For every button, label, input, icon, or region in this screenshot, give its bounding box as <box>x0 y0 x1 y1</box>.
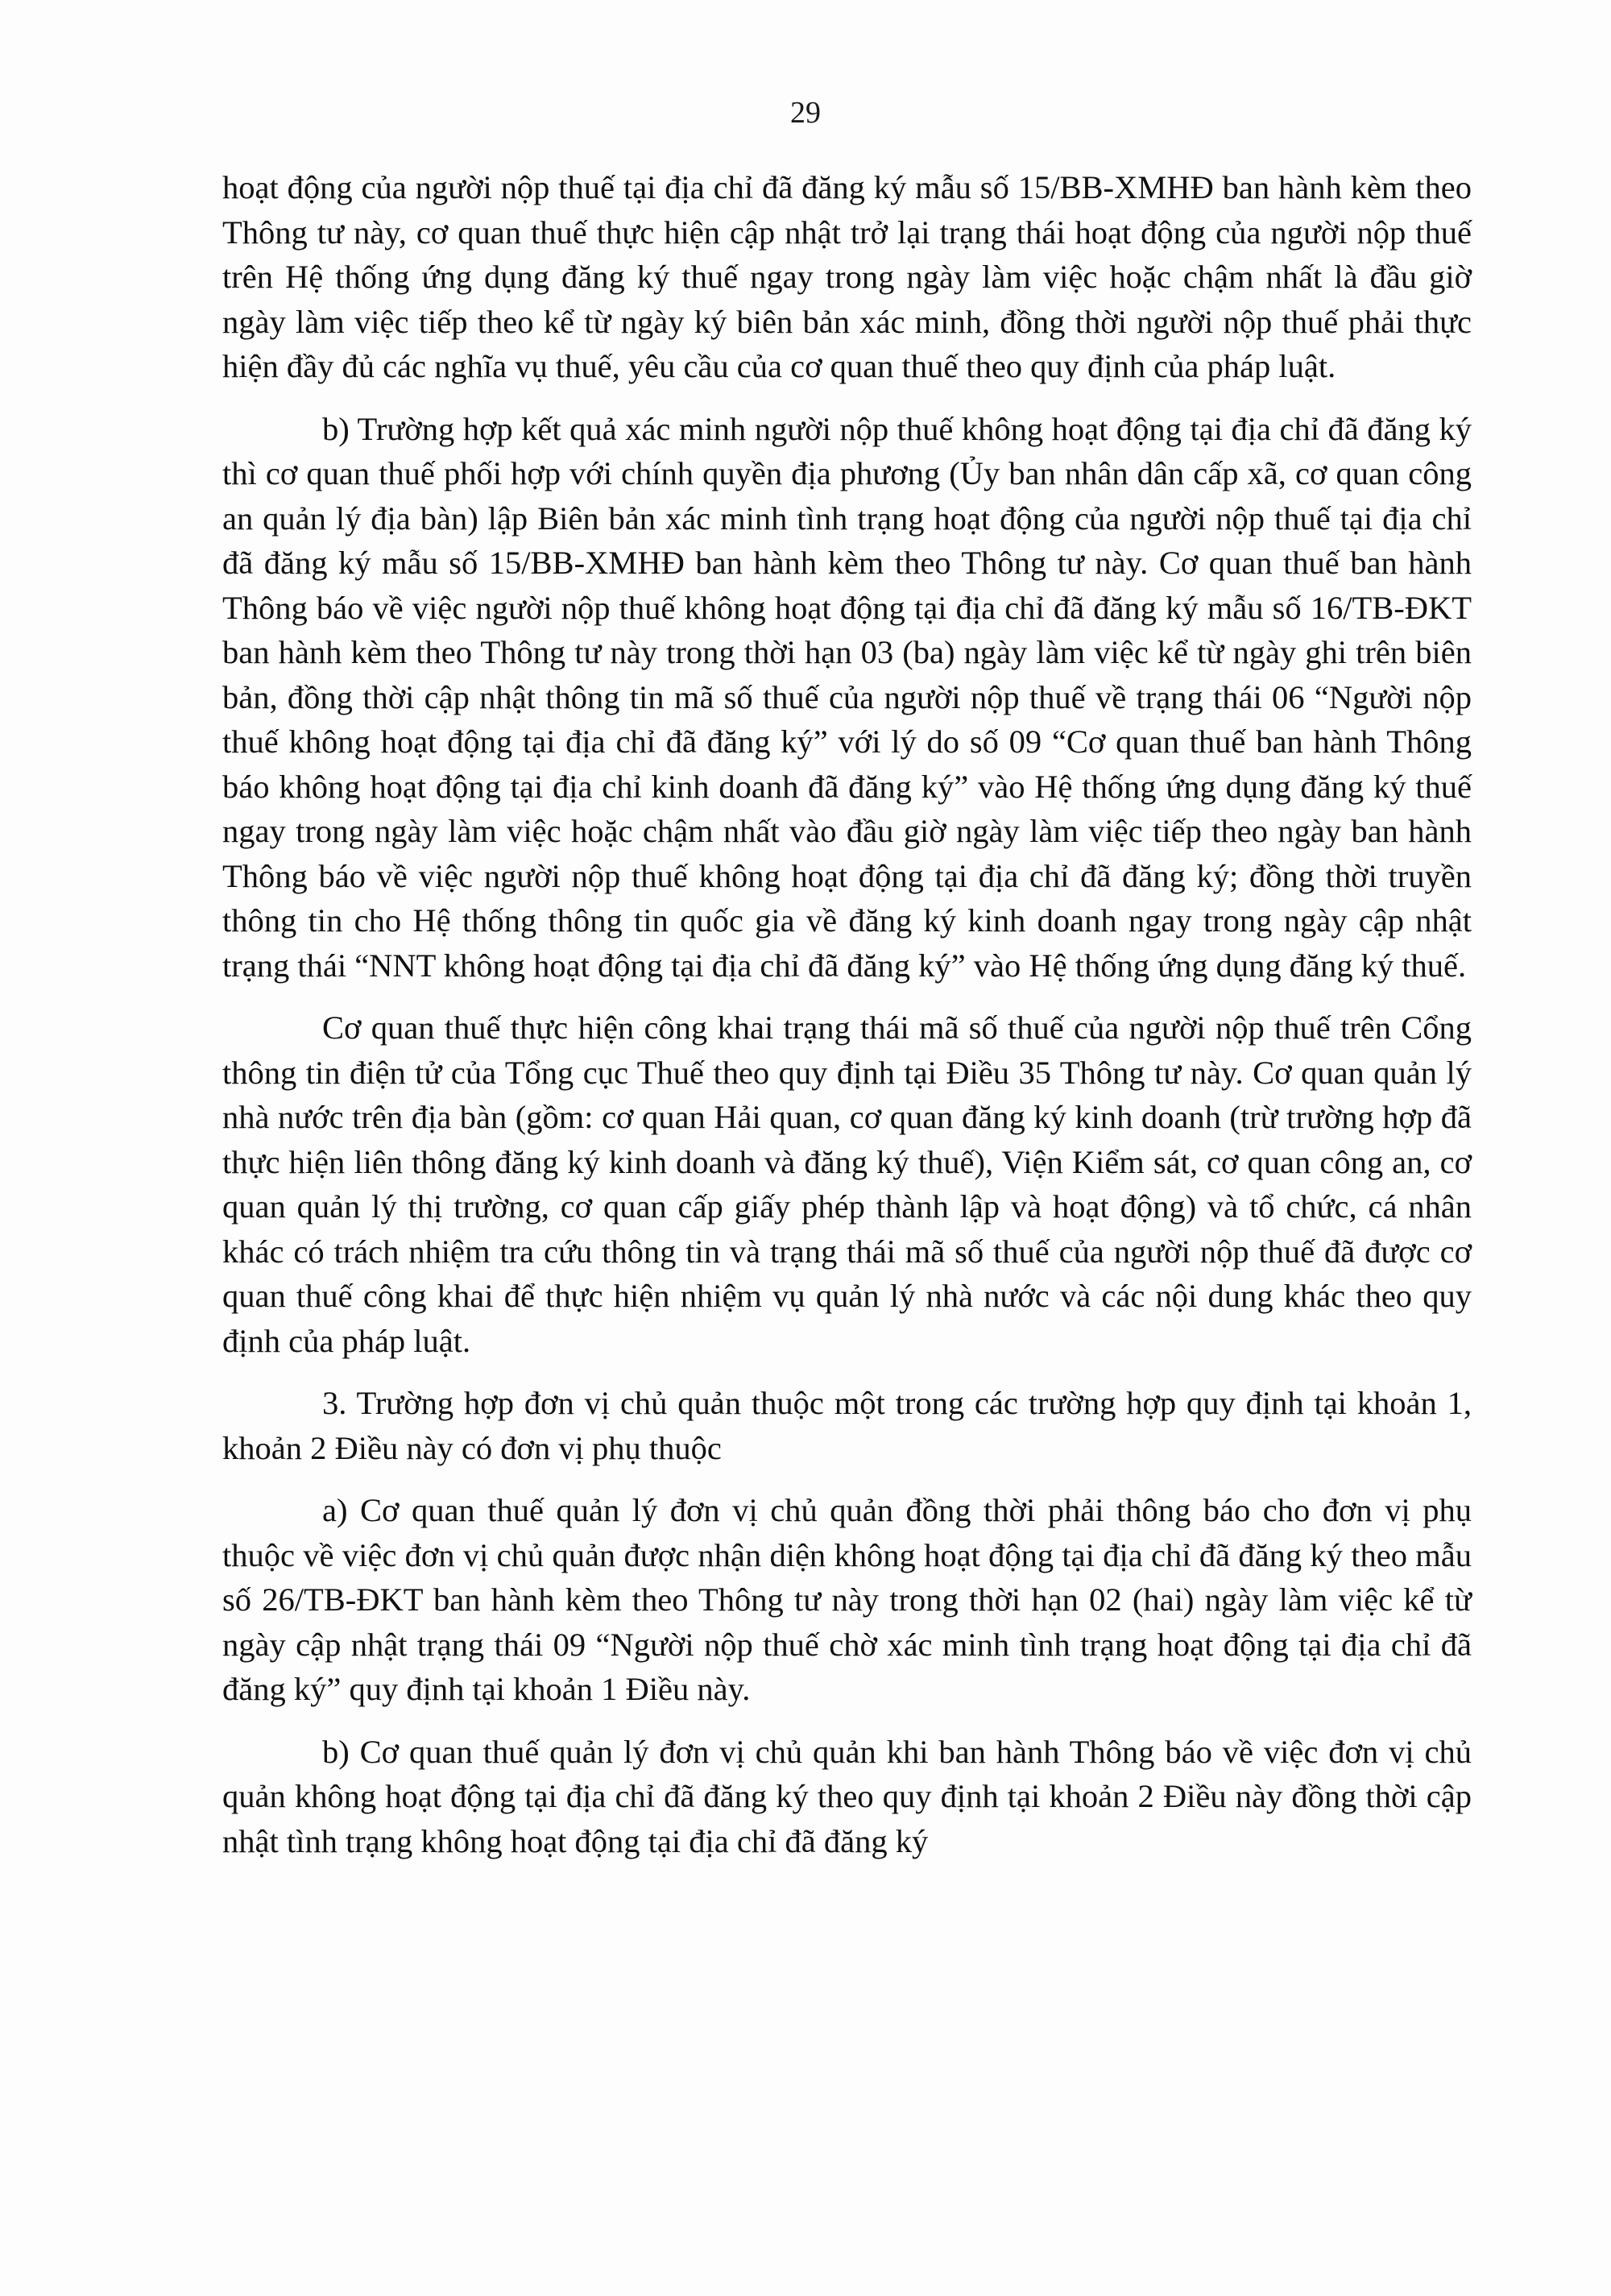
paragraph-clause-3a: a) Cơ quan thuế quản lý đơn vị chủ quản đồng thời phải thông báo cho đơn vị phụ thuộc về việc đơn vị chủ quản được nhận diện không hoạt động tại địa chỉ đã đăng ký theo mẫu số 26/TB-ĐKT ban hành kèm theo Thông tư này trong thời hạn 02 (hai) ngày làm việc kể từ ngày cập nhật trạng thái 09 “Người nộp thuế chờ xác minh tình trạng hoạt động tại địa chỉ đã đăng ký” quy định tại khoản 1 Điều này. <box>222 1492 1472 1707</box>
paragraph-continuation: hoạt động của người nộp thuế tại địa chỉ đã đăng ký mẫu số 15/BB-XMHĐ ban hành kèm theo Thông tư này, cơ quan thuế thực hiện cập nhật trở lại trạng thái hoạt động của người nộp thuế trên Hệ thống ứng dụng đăng ký thuế ngay trong ngày làm việc hoặc chậm nhất là đầu giờ ngày làm việc tiếp theo kể từ ngày ký biên bản xác minh, đồng thời người nộp thuế phải thực hiện đầy đủ các nghĩa vụ thuế, yêu cầu của cơ quan thuế theo quy định của pháp luật. <box>222 169 1472 384</box>
paragraph-clause-3: 3. Trường hợp đơn vị chủ quản thuộc một trong các trường hợp quy định tại khoản 1, khoản 2 Điều này có đơn vị phụ thuộc <box>222 1385 1472 1466</box>
page-number: 29 <box>790 96 821 130</box>
paragraph-clause-3b: b) Cơ quan thuế quản lý đơn vị chủ quản khi ban hành Thông báo về việc đơn vị chủ quản không hoạt động tại địa chỉ đã đăng ký theo quy định tại khoản 2 Điều này đồng thời cập nhật tình trạng không hoạt động tại địa chỉ đã đăng ký <box>222 1733 1472 1859</box>
document-body <box>222 165 1472 1881</box>
paragraph-item-b: b) Trường hợp kết quả xác minh người nộp thuế không hoạt động tại địa chỉ đã đăng ký thì cơ quan thuế phối hợp với chính quyền địa phương (Ủy ban nhân dân cấp xã, cơ quan công an quản lý địa bàn) lập Biên bản xác minh tình trạng hoạt động của người nộp thuế tại địa chỉ đã đăng ký mẫu số 15/BB-XMHĐ ban hành kèm theo Thông tư này. Cơ quan thuế ban hành Thông báo về việc người nộp thuế không hoạt động tại địa chỉ đã đăng ký mẫu số 16/TB-ĐKT ban hành kèm theo Thông tư này trong thời hạn 03 (ba) ngày làm việc kể từ ngày ghi trên biên bản, đồng thời cập nhật thông tin mã số thuế của người nộp thuế về trạng thái 06 “Người nộp thuế không hoạt động tại địa chỉ đã đăng ký” với lý do số 09 “Cơ quan thuế ban hành Thông báo không hoạt động tại địa chỉ kinh doanh đã đăng ký” vào Hệ thống ứng dụng đăng ký thuế ngay trong ngày làm việc hoặc chậm nhất vào đầu giờ ngày làm việc tiếp theo ngày ban hành Thông báo về việc người nộp thuế không hoạt động tại địa chỉ đã đăng ký; đồng thời truyền thông tin cho Hệ thống thông tin quốc gia về đăng ký kinh doanh ngay trong ngày cập nhật trạng thái “NNT không hoạt động tại địa chỉ đã đăng ký” vào Hệ thống ứng dụng đăng ký thuế. <box>222 410 1472 984</box>
paragraph-public-disclosure: Cơ quan thuế thực hiện công khai trạng thái mã số thuế của người nộp thuế trên Cổng thông tin điện tử của Tổng cục Thuế theo quy định tại Điều 35 Thông tư này. Cơ quan quản lý nhà nước trên địa bàn (gồm: cơ quan Hải quan, cơ quan đăng ký kinh doanh (trừ trường hợp đã thực hiện liên thông đăng ký kinh doanh và đăng ký thuế), Viện Kiểm sát, cơ quan công an, cơ quan quản lý thị trường, cơ quan cấp giấy phép thành lập và hoạt động) và tổ chức, cá nhân khác có trách nhiệm tra cứu thông tin và trạng thái mã số thuế của người nộp thuế đã được cơ quan thuế công khai để thực hiện nhiệm vụ quản lý nhà nước và các nội dung khác theo quy định của pháp luật. <box>222 1009 1472 1359</box>
